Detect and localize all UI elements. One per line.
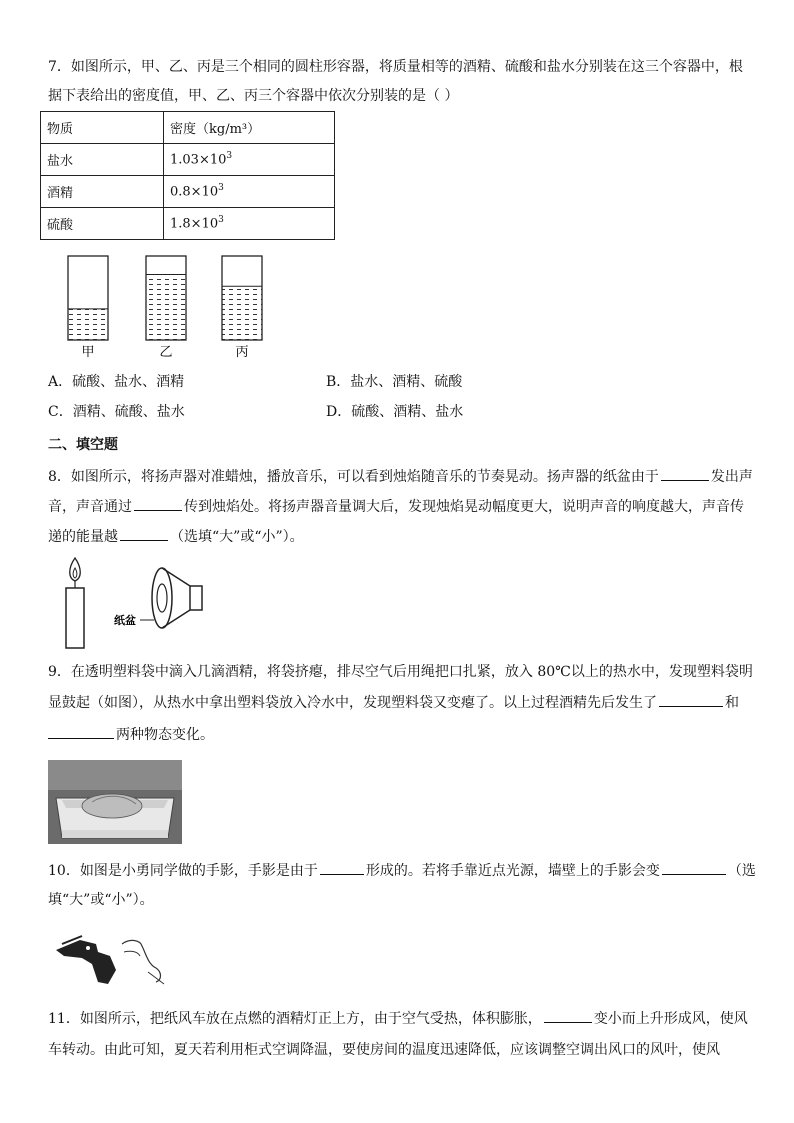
option-a[interactable]: A．硫酸、盐水、酒精 bbox=[48, 374, 185, 390]
table-row bbox=[41, 112, 335, 144]
table-row bbox=[41, 144, 335, 176]
container-2 bbox=[146, 256, 186, 340]
table-cell-density: $0.8\times 10^3$ bbox=[164, 176, 335, 208]
option-c[interactable]: C．酒精、硫酸、盐水 bbox=[48, 404, 185, 420]
q8-text-line1: 8．如图所示，将扬声器对准蜡烛，播放音乐，可以看到烛焰随音乐的节奏晃动。扬声器的纸盆由于 发出声 bbox=[48, 466, 753, 487]
answer-blank[interactable] bbox=[134, 496, 182, 511]
q10-text-line1: 10．如图是小勇同学做的手影，手影是由于 形成的。若将手靠近点光源，墙壁上的手影会变 （选 bbox=[48, 860, 756, 881]
q11-text-line1: 11．如图所示，把纸风车放在点燃的酒精灯正上方，由于空气受热，体积膨胀， 变小而上升形成风，使风 bbox=[48, 1008, 748, 1029]
paper-cone-label: 纸盆 bbox=[114, 614, 136, 627]
container-liquid bbox=[146, 274, 186, 340]
q8-text-line2: 音，声音通过 传到烛焰处。将扬声器音量调大后，发现烛焰晃动幅度更大，说明声音的响度越大，声音传 bbox=[48, 496, 744, 517]
container-label-jia: 甲 bbox=[81, 345, 95, 360]
speaker-icon bbox=[140, 568, 202, 628]
table-cell-name: 盐水 bbox=[41, 144, 164, 176]
q10-text-line2: 填“大”或“小”）。 bbox=[48, 892, 154, 908]
q7-text-line2: 据下表给出的密度值，甲、乙、丙三个容器中依次分别装的是（ ） bbox=[48, 88, 459, 104]
q7-text-line1: 7．如图所示，甲、乙、丙是三个相同的圆柱形容器，将质量相等的酒精、硫酸和盐水分别装在这三个容器中，根 bbox=[48, 59, 743, 75]
option-d[interactable]: D．硫酸、酒精、盐水 bbox=[326, 404, 464, 420]
answer-blank[interactable] bbox=[661, 466, 709, 481]
container-label-yi: 乙 bbox=[159, 345, 173, 360]
density-table bbox=[40, 111, 335, 240]
containers-figure bbox=[60, 252, 280, 362]
answer-blank[interactable] bbox=[544, 1008, 592, 1023]
bag-in-water-photo bbox=[48, 760, 182, 844]
container-1 bbox=[68, 256, 108, 340]
container-liquid bbox=[68, 309, 108, 340]
answer-blank[interactable] bbox=[120, 526, 168, 541]
table-cell-name: 酒精 bbox=[41, 176, 164, 208]
table-cell-density: $1.8\times 10^3$ bbox=[164, 208, 335, 240]
container-3 bbox=[222, 256, 262, 340]
answer-blank[interactable] bbox=[48, 724, 114, 739]
answer-blank[interactable] bbox=[662, 860, 726, 875]
table-row bbox=[41, 176, 335, 208]
q11-text-line2: 车转动。由此可知，夏天若利用柜式空调降温，要使房间的温度迅速降低，应该调整空调出风口的风叶，使风 bbox=[48, 1042, 720, 1058]
container-label-bing: 丙 bbox=[235, 345, 249, 360]
table-header-density: 密度（kg/m³） bbox=[164, 112, 335, 144]
q8-text-line3: 递的能量越 （选填“大”或“小”）。 bbox=[48, 526, 304, 547]
hand-shadow-figure bbox=[52, 930, 172, 990]
section-title: 二、填空题 bbox=[48, 437, 118, 453]
q9-text-line2: 显鼓起（如图），从热水中拿出塑料袋放入冷水中，发现塑料袋又变瘪了。以上过程酒精先后发生了 和 bbox=[48, 692, 739, 713]
table-cell-name: 硫酸 bbox=[41, 208, 164, 240]
answer-blank[interactable] bbox=[659, 692, 723, 707]
table-cell-density: $1.03\times 10^3$ bbox=[164, 144, 335, 176]
q9-text-line3: 两种物态变化。 bbox=[48, 724, 214, 745]
candle-speaker-figure bbox=[58, 556, 208, 651]
option-b[interactable]: B．盐水、酒精、硫酸 bbox=[326, 374, 463, 390]
table-row bbox=[41, 208, 335, 240]
table-header-substance: 物质 bbox=[41, 112, 164, 144]
answer-blank[interactable] bbox=[320, 860, 364, 875]
candle-icon bbox=[66, 558, 84, 648]
q9-text-line1: 9．在透明塑料袋中滴入几滴酒精，将袋挤瘪，排尽空气后用绳把口扎紧，放入 80℃以上的热水中，发现塑料袋明 bbox=[48, 664, 753, 680]
container-liquid bbox=[222, 286, 262, 340]
